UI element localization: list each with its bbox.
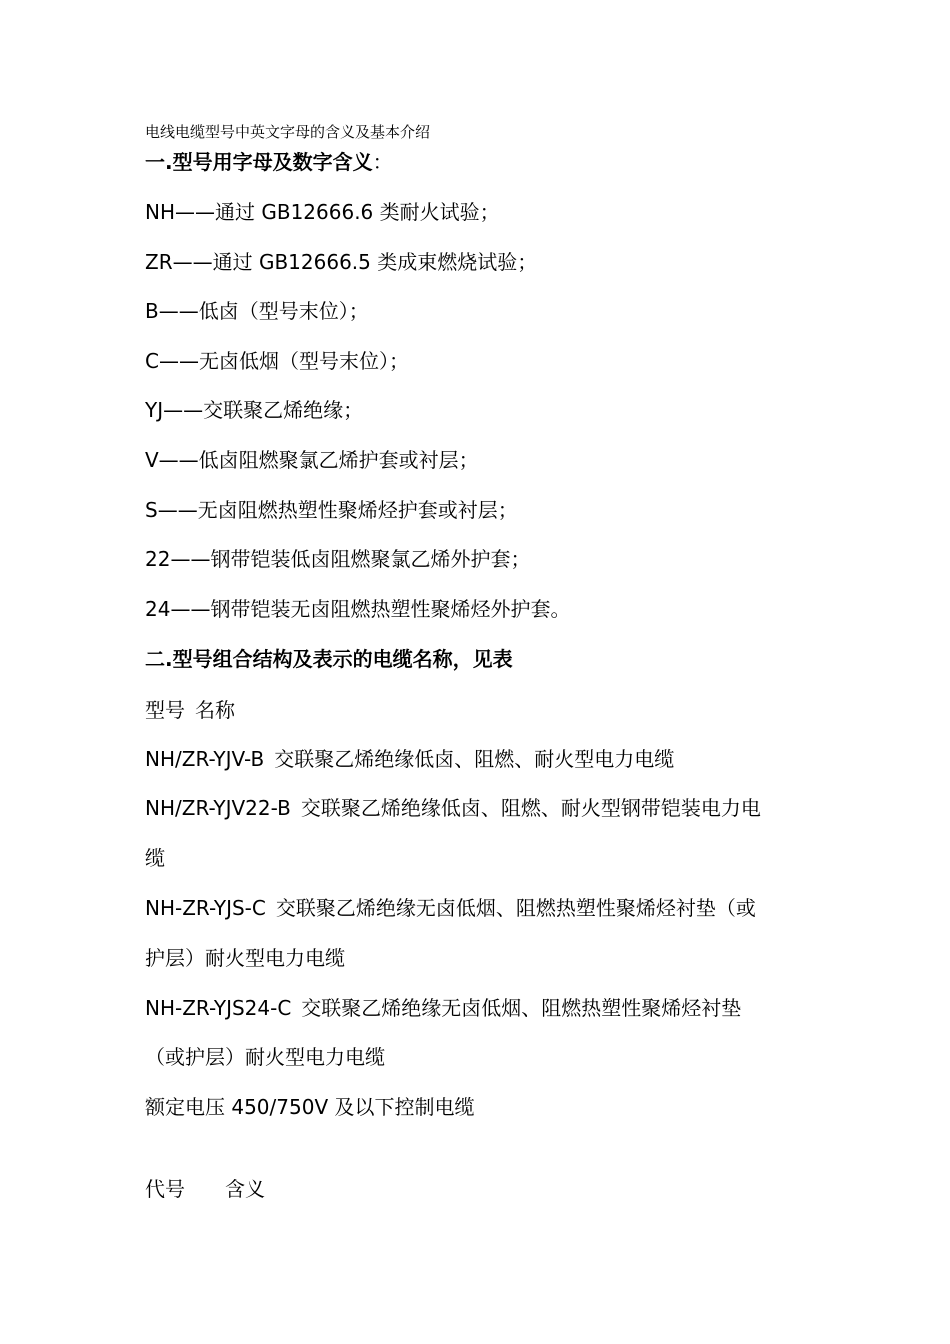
row-model: NH-ZR-YJS24-C [145, 996, 292, 1020]
table-row [145, 994, 741, 1022]
meaning-label: 含义 [225, 1177, 265, 1201]
row-model: NH/ZR-YJV22-B [145, 796, 291, 820]
table-row-continuation: 缆 [145, 846, 165, 870]
definition-item: B——低卤（型号末位）； [145, 299, 369, 323]
row-name: 交联聚乙烯绝缘无卤低烟、阻燃热塑性聚烯烃衬垫 [301, 996, 742, 1020]
table-row-continuation: （或护层）耐火型电力电缆 [145, 1045, 385, 1069]
document-title: 电线电缆型号中英文字母的含义及基本介绍 [145, 123, 431, 141]
table-row [145, 894, 756, 922]
table-header-name: 名称 [195, 698, 235, 722]
definition-item: V——低卤阻燃聚氯乙烯护套或衬层； [145, 448, 479, 472]
section2-heading: 二.型号组合结构及表示的电缆名称，见表 [145, 647, 513, 671]
section1-heading-text: 一.型号用字母及数字含义 [145, 150, 373, 174]
definition-item: 24——钢带铠装无卤阻燃热塑性聚烯烃外护套。 [145, 597, 571, 621]
row-name: 交联聚乙烯绝缘低卤、阻燃、耐火型钢带铠装电力电 [300, 796, 761, 820]
section1-heading [145, 148, 393, 176]
row-model: NH/ZR-YJV-B [145, 747, 265, 771]
table-header [145, 696, 235, 724]
definition-item: S——无卤阻燃热塑性聚烯烃护套或衬层； [145, 498, 518, 522]
code-meaning-header [145, 1175, 265, 1203]
table-row-continuation: 护层）耐火型电力电缆 [145, 946, 345, 970]
section1-heading-colon: ： [372, 150, 393, 174]
row-name: 交联聚乙烯绝缘无卤低烟、阻燃热塑性聚烯烃衬垫（或 [275, 896, 756, 920]
table-row [145, 745, 674, 773]
row-name: 交联聚乙烯绝缘低卤、阻燃、耐火型电力电缆 [274, 747, 675, 771]
row-model: NH-ZR-YJS-C [145, 896, 266, 920]
definition-item: C——无卤低烟（型号末位）； [145, 349, 409, 373]
definition-item: NH——通过 GB12666.6 类耐火试验； [145, 200, 500, 224]
table-row [145, 794, 761, 822]
definition-item: 22——钢带铠装低卤阻燃聚氯乙烯外护套； [145, 547, 531, 571]
control-cable-caption: 额定电压 450/750V 及以下控制电缆 [145, 1095, 475, 1119]
definition-item: YJ——交联聚乙烯绝缘； [145, 398, 364, 422]
definition-item: ZR——通过 GB12666.5 类成束燃烧试验； [145, 250, 538, 274]
table-header-model: 型号 [145, 698, 185, 722]
code-label: 代号 [145, 1177, 185, 1201]
